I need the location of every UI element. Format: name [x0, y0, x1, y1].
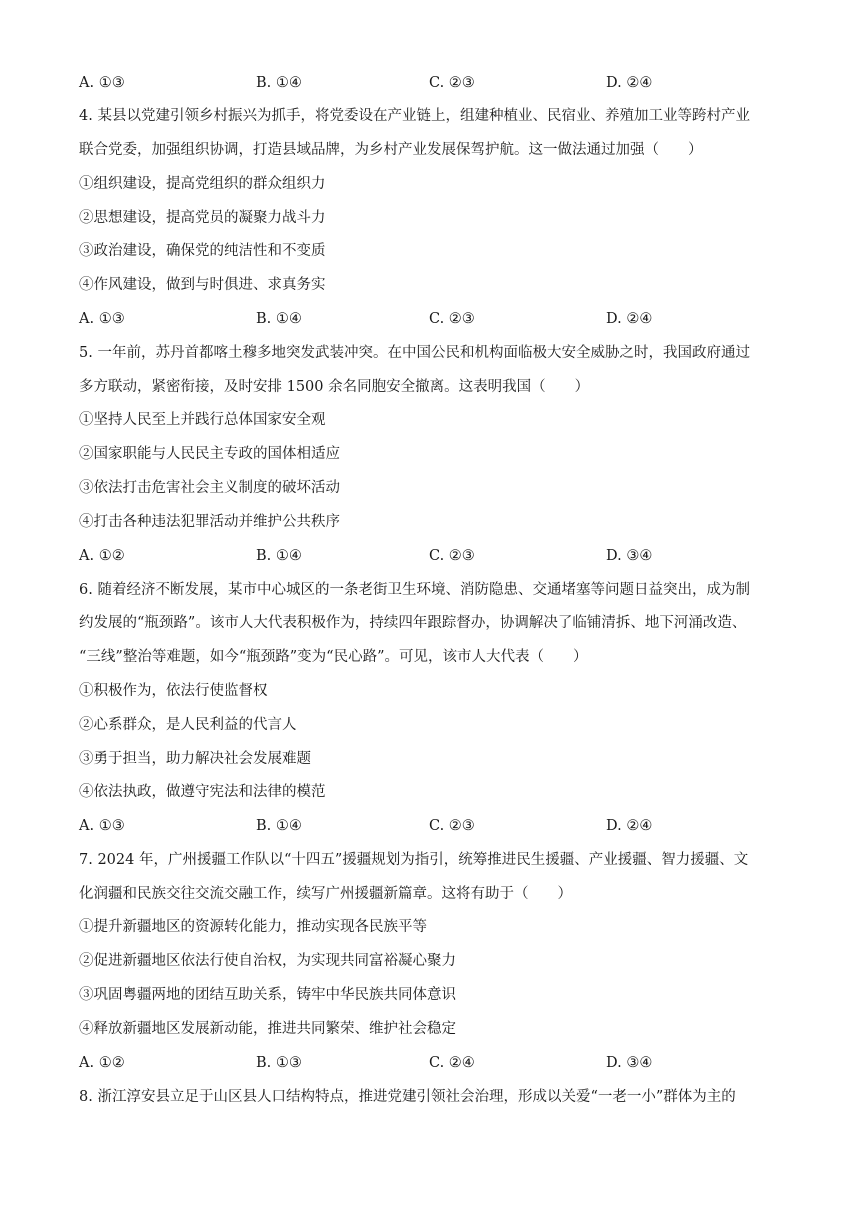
q5-options: [79, 547, 789, 565]
q7-option-c[interactable]: C. ②④: [429, 1055, 475, 1071]
q4-option-a[interactable]: A. ①③: [79, 311, 125, 327]
q4-item-4: ④作风建设，做到与时俱进、求真务实: [79, 277, 326, 293]
q6-options: [79, 817, 789, 835]
q3-option-c[interactable]: C. ②③: [429, 75, 475, 91]
q3-option-b[interactable]: B. ①④: [256, 75, 302, 91]
q3-option-a[interactable]: A. ①③: [79, 75, 125, 91]
q4-item-1: ①组织建设，提高党组织的群众组织力: [79, 176, 326, 192]
q5-option-a[interactable]: A. ①②: [79, 548, 125, 564]
q5-item-4: ④打击各种违法犯罪活动并维护公共秩序: [79, 514, 340, 530]
q3-options: [79, 74, 789, 92]
q6-item-2: ②心系群众，是人民利益的代言人: [79, 717, 297, 733]
q6-item-4: ④依法执政，做遵守宪法和法律的模范: [79, 784, 326, 800]
q5-option-b[interactable]: B. ①④: [256, 548, 302, 564]
q5-option-c[interactable]: C. ②③: [429, 548, 475, 564]
q6-option-d[interactable]: D. ②④: [606, 818, 653, 834]
q4-options: [79, 310, 789, 328]
q6-option-b[interactable]: B. ①④: [256, 818, 302, 834]
q6-option-c[interactable]: C. ②③: [429, 818, 475, 834]
q5-item-1: ①坚持人民至上并践行总体国家安全观: [79, 412, 326, 428]
q7-item-2: ②促进新疆地区依法行使自治权，为实现共同富裕凝心聚力: [79, 953, 456, 969]
q7-option-d[interactable]: D. ③④: [606, 1055, 653, 1071]
q5-item-3: ③依法打击危害社会主义制度的破坏活动: [79, 480, 340, 496]
q7-item-3: ③巩固粤疆两地的团结互助关系，铸牢中华民族共同体意识: [79, 987, 456, 1003]
q4-option-d[interactable]: D. ②④: [606, 311, 653, 327]
q6-stem-line-3: “三线”整治等难题，如今“瓶颈路”变为“民心路”。可见，该市人大代表（ ）: [79, 649, 588, 665]
q4-option-b[interactable]: B. ①④: [256, 311, 302, 327]
q4-stem-line-2: 联合党委，加强组织协调，打造县域品牌，为乡村产业发展保驾护航。这一做法通过加强（ ）: [79, 142, 703, 158]
q4-item-2: ②思想建设，提高党员的凝聚力战斗力: [79, 210, 326, 226]
q7-item-1: ①提升新疆地区的资源转化能力，推动实现各民族平等: [79, 919, 427, 935]
q7-option-b[interactable]: B. ①③: [256, 1055, 302, 1071]
q5-item-2: ②国家职能与人民民主专政的国体相适应: [79, 446, 340, 462]
q7-option-a[interactable]: A. ①②: [79, 1055, 125, 1071]
q3-option-d[interactable]: D. ②④: [606, 75, 653, 91]
q4-stem-line-1: 4. 某县以党建引领乡村振兴为抓手，将党委设在产业链上，组建种植业、民宿业、养殖加工业等跨村产业: [79, 108, 750, 124]
q8-stem-line-1: 8. 浙江淳安县立足于山区县人口结构特点，推进党建引领社会治理，形成以关爱“一老一小”群体为主的: [79, 1089, 736, 1105]
q4-option-c[interactable]: C. ②③: [429, 311, 475, 327]
q7-item-4: ④释放新疆地区发展新动能，推进共同繁荣、维护社会稳定: [79, 1021, 456, 1037]
q5-option-d[interactable]: D. ③④: [606, 548, 653, 564]
q5-stem-line-1: 5. 一年前，苏丹首都喀土穆多地突发武装冲突。在中国公民和机构面临极大安全威胁之时，我国政府通过: [79, 345, 750, 361]
q4-item-3: ③政治建设，确保党的纯洁性和不变质: [79, 243, 326, 259]
q7-options: [79, 1054, 789, 1072]
q6-stem-line-2: 约发展的“瓶颈路”。该市人大代表积极作为，持续四年跟踪督办，协调解决了临铺清拆、地下河涌改造、: [79, 615, 747, 631]
q6-item-3: ③勇于担当，助力解决社会发展难题: [79, 751, 311, 767]
q7-stem-line-1: 7. 2024 年，广州援疆工作队以“十四五”援疆规划为指引，统筹推进民生援疆、产业援疆、智力援疆、文: [79, 852, 749, 868]
q7-stem-line-2: 化润疆和民族交往交流交融工作，续写广州援疆新篇章。这将有助于（ ）: [79, 886, 572, 902]
q6-stem-line-1: 6. 随着经济不断发展，某市中心城区的一条老街卫生环境、消防隐患、交通堵塞等问题日益突出，成为制: [79, 582, 750, 598]
q6-option-a[interactable]: A. ①③: [79, 818, 125, 834]
q5-stem-line-2: 多方联动，紧密衔接，及时安排 1500 余名同胞安全撤离。这表明我国（ ）: [79, 379, 590, 395]
q6-item-1: ①积极作为，依法行使监督权: [79, 683, 268, 699]
